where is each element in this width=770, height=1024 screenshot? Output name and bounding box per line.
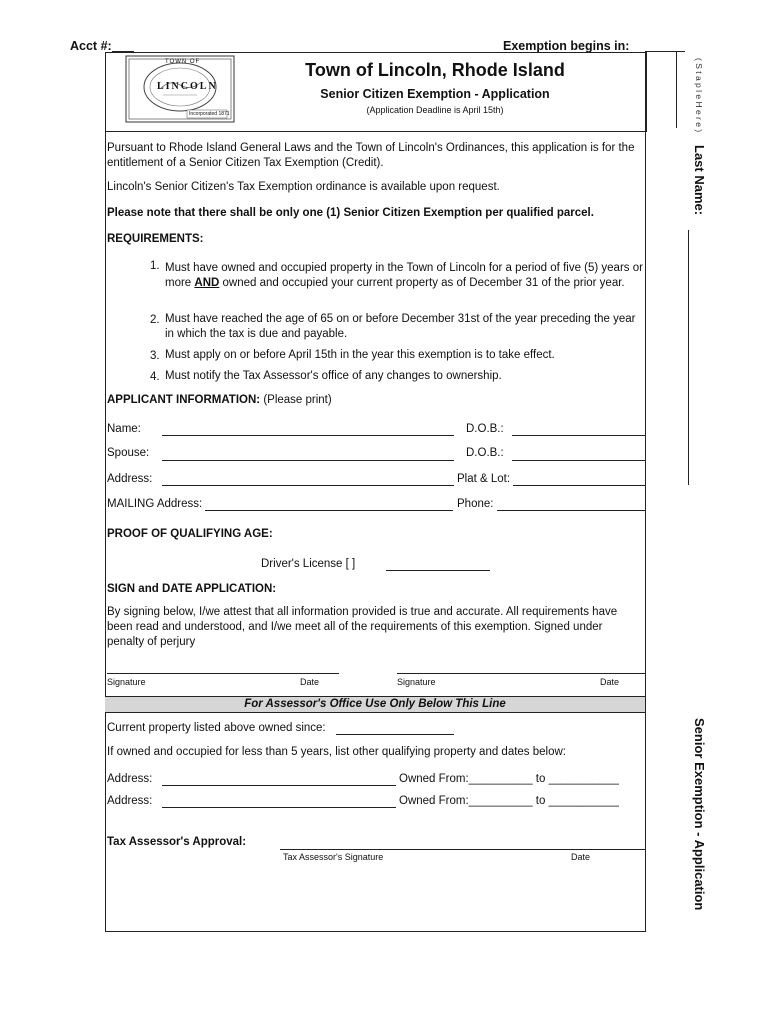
form-right-border — [645, 52, 646, 932]
less-than-five-years-note: If owned and occupied for less than 5 years, list other qualifying property and dates below: — [107, 746, 566, 758]
applicant-info-heading — [107, 394, 332, 406]
owned-since-label: Current property listed above owned since: — [107, 722, 326, 734]
last-name-field[interactable] — [688, 230, 689, 485]
requirement-emphasis: AND — [194, 277, 220, 289]
mailing-address-field[interactable] — [205, 510, 453, 511]
tax-assessor-approval-label: Tax Assessor's Approval: — [107, 836, 247, 848]
office-address-field-1[interactable] — [162, 785, 396, 786]
ordinance-note: Lincoln's Senior Citizen's Tax Exemption ordinance is available upon request. — [107, 181, 500, 193]
plat-lot-label: Plat & Lot: — [457, 473, 511, 485]
signature-line-1[interactable] — [107, 673, 339, 674]
requirement-number: 4. — [150, 371, 160, 383]
phone-field[interactable] — [497, 510, 645, 511]
requirement-number: 2. — [150, 314, 160, 326]
town-seal-logo — [125, 55, 235, 123]
applicant-info-title: APPLICANT INFORMATION: — [107, 394, 261, 406]
owned-since-field[interactable] — [336, 734, 454, 735]
tax-assessor-signature-line[interactable] — [280, 849, 645, 850]
seal-name-text: LINCOLN — [157, 81, 218, 92]
requirement-text: Must have owned and occupied property in the Town of Lincoln for a period of five (5) years or more — [165, 262, 643, 289]
form-bottom-border — [105, 931, 646, 932]
requirement-text-continued: owned and occupied your current property as of December 31 of the prior year. — [219, 277, 625, 289]
mailing-address-label: MAILING Address: — [107, 498, 203, 510]
drivers-license-checkbox[interactable]: Driver's License [ ] — [261, 558, 356, 570]
exemption-begins-label: Exemption begins in: — [503, 39, 630, 53]
requirements-heading: REQUIREMENTS: — [107, 233, 204, 245]
date-label-1: Date — [300, 677, 320, 687]
staple-box — [676, 52, 687, 128]
signature-label-2: Signature — [397, 677, 436, 687]
sign-date-heading: SIGN and DATE APPLICATION: — [107, 583, 277, 595]
form-title: Town of Lincoln, Rhode Island — [305, 60, 565, 80]
form-name-vertical: Senior Exemption - Application — [692, 718, 707, 911]
requirement-number: 1. — [150, 260, 160, 272]
dob-label: D.O.B.: — [466, 423, 504, 435]
name-field[interactable] — [162, 435, 454, 436]
requirement-text: Must apply on or before April 15th in the year this exemption is to take effect. — [165, 349, 555, 361]
owned-from-field-1[interactable]: Owned From:__________ to ___________ — [399, 773, 619, 785]
name-label: Name: — [107, 423, 141, 435]
requirement-2 — [150, 312, 645, 342]
seal-incorporated-text: Incorporated 1871 — [189, 111, 230, 117]
address-label: Address: — [107, 473, 153, 485]
form-left-border — [105, 52, 106, 932]
intro-line-2: entitlement of a Senior Citizen Tax Exemption (Credit). — [107, 157, 384, 169]
seal-top-text: TOWN OF — [165, 59, 201, 65]
address-field[interactable] — [162, 485, 454, 486]
application-deadline: (Application Deadline is April 15th) — [366, 105, 504, 115]
spouse-dob-field[interactable] — [512, 460, 645, 461]
spouse-field[interactable] — [162, 460, 454, 461]
staple-here-label: ( S t a p l e H e r e ) — [694, 58, 704, 133]
owned-from-field-2[interactable]: Owned From:__________ to ___________ — [399, 795, 619, 807]
acct-label: Acct #: — [70, 39, 112, 53]
requirement-1 — [150, 261, 645, 291]
please-print-note: (Please print) — [263, 394, 332, 406]
one-exemption-note: Please note that there shall be only one (1) Senior Citizen Exemption per qualified parcel. — [107, 207, 594, 219]
spouse-dob-label: D.O.B.: — [466, 447, 504, 459]
office-address-label-1: Address: — [107, 773, 153, 785]
requirement-3 — [150, 348, 645, 363]
form-subtitle: Senior Citizen Exemption - Application — [320, 87, 550, 101]
requirement-text: Must have reached the age of 65 on or before December 31st of the year preceding the year in which the tax is due and payable. — [165, 313, 636, 340]
proof-age-heading: PROOF OF QUALIFYING AGE: — [107, 528, 273, 540]
signature-label-1: Signature — [107, 677, 146, 687]
requirement-text: Must notify the Tax Assessor's office of any changes to ownership. — [165, 370, 502, 382]
last-name-label: Last Name: — [692, 145, 707, 216]
attestation-line-2: been read and understood, and I/we meet all of the requirements of this exemption. Signed under — [107, 621, 603, 633]
office-address-label-2: Address: — [107, 795, 153, 807]
intro-paragraph — [107, 141, 634, 171]
requirement-number: 3. — [150, 350, 160, 362]
plat-lot-field[interactable] — [513, 485, 645, 486]
tax-assessor-signature-label: Tax Assessor's Signature — [283, 852, 384, 862]
office-address-field-2[interactable] — [162, 807, 396, 808]
spouse-label: Spouse: — [107, 447, 150, 459]
signature-line-2[interactable] — [397, 673, 645, 674]
dob-field[interactable] — [512, 435, 645, 436]
office-use-banner: For Assessor's Office Use Only Below This Line — [105, 696, 645, 713]
tax-assessor-date-label: Date — [571, 852, 591, 862]
attestation-line-1: By signing below, I/we attest that all information provided is true and accurate. All requirements have — [107, 606, 618, 618]
phone-label: Phone: — [457, 498, 494, 510]
requirement-4 — [150, 369, 645, 384]
drivers-license-field[interactable] — [386, 570, 490, 571]
attestation-line-3: penalty of perjury — [107, 636, 196, 648]
attestation-text — [107, 605, 617, 650]
date-label-2: Date — [600, 677, 620, 687]
intro-line-1: Pursuant to Rhode Island General Laws and the Town of Lincoln's Ordinances, this application is for the — [107, 142, 635, 154]
